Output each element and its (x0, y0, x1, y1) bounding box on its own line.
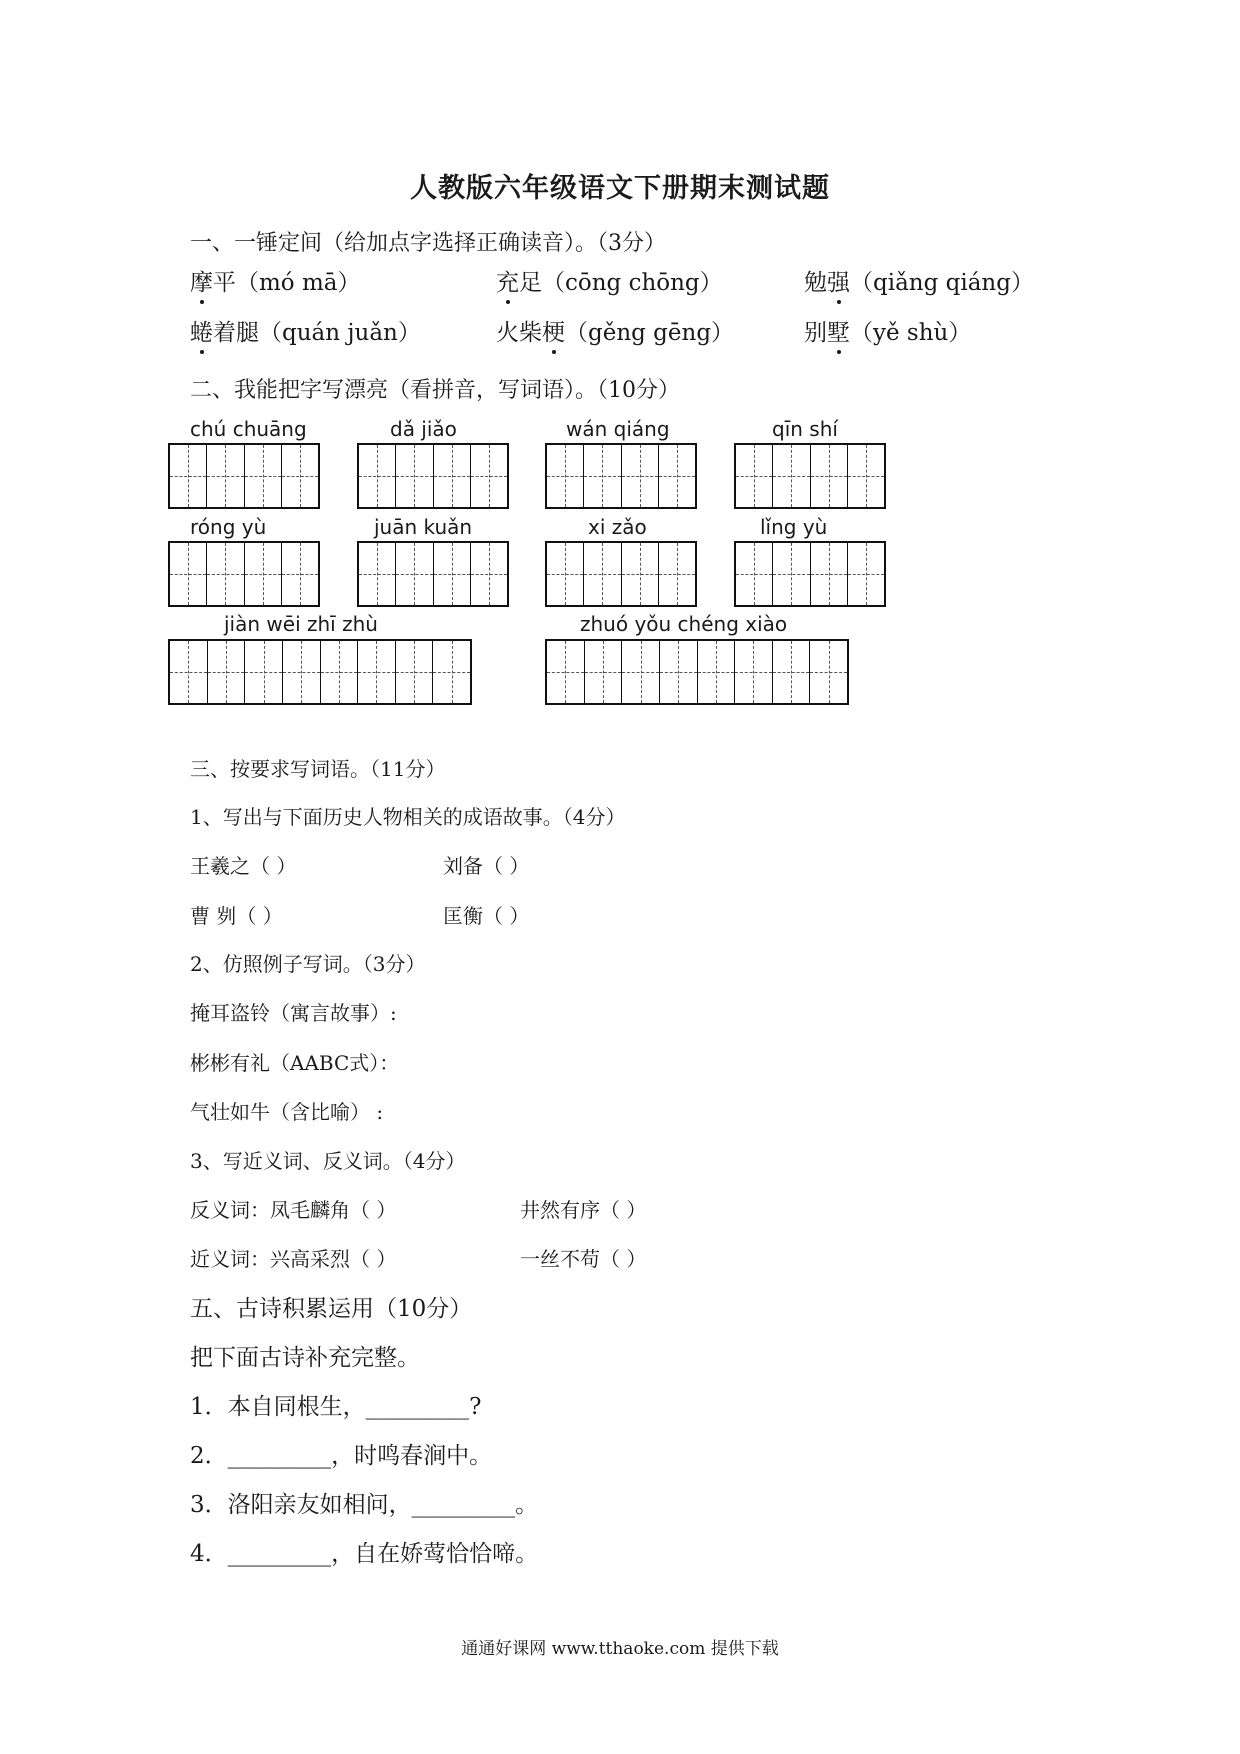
reading-item-3: 勉强（qiǎng qiáng） (804, 264, 1034, 297)
reading-item-4: 蜷着腿（quán juǎn） (190, 314, 421, 347)
writing-grid[interactable] (734, 443, 886, 509)
reading-item-1: 摩平（mó mā） (190, 264, 361, 297)
pinyin-label: xi zǎo (588, 515, 647, 539)
pinyin-label: róng yù (190, 515, 267, 539)
section-5-heading: 五、古诗积累运用（10分） (190, 1296, 473, 1322)
pinyin-label: dǎ jiǎo (390, 417, 457, 441)
section-1-heading: 一、一锤定间（给加点字选择正确读音）。（3分） (190, 231, 666, 256)
section-2-heading: 二、我能把字写漂亮（看拼音，写词语）。（10分） (190, 378, 680, 403)
pinyin-label: lǐng yù (760, 515, 828, 539)
synonym-blank: 近义词：兴高采烈（ ） (190, 1247, 397, 1271)
antonym-blank: 反义词：凤毛麟角（ ） (190, 1198, 397, 1222)
pinyin-label: juān kuǎn (374, 515, 473, 539)
poem-intro: 把下面古诗补充完整。 (190, 1345, 420, 1371)
writing-grid[interactable] (545, 443, 697, 509)
example-line: 气壮如牛（含比喻） : (190, 1100, 384, 1124)
poem-line: 2．_________，时鸣春涧中。 (190, 1443, 493, 1469)
question-1: 1、写出与下面历史人物相关的成语故事。（4分） (190, 805, 626, 829)
poem-line: 3．洛阳亲友如相问，_________。 (190, 1492, 539, 1518)
writing-grid-long[interactable] (168, 639, 472, 705)
person-blank: 曹 刿（ ） (190, 904, 283, 928)
example-line: 彬彬有礼（AABC式）： (190, 1051, 400, 1075)
person-blank: 匡衡（ ） (443, 904, 530, 928)
person-blank: 王羲之（ ） (190, 854, 297, 878)
writing-grid[interactable] (168, 541, 320, 607)
question-2: 2、仿照例子写词。（3分） (190, 952, 426, 976)
footer: 通通好课网 www.tthaoke.com 提供下载 (461, 1639, 779, 1659)
writing-grid-long[interactable] (545, 639, 849, 705)
poem-line: 4．_________，自在娇莺恰恰啼。 (190, 1541, 539, 1567)
pinyin-label: zhuó yǒu chéng xiào (580, 612, 788, 636)
pinyin-label: chú chuāng (190, 417, 307, 441)
writing-grid[interactable] (168, 443, 320, 509)
page-title: 人教版六年级语文下册期末测试题 (410, 173, 830, 204)
writing-grid[interactable] (357, 541, 509, 607)
reading-item-6: 别墅（yě shù） (804, 314, 971, 347)
pinyin-label: qīn shí (772, 417, 838, 441)
writing-grid[interactable] (734, 541, 886, 607)
synonym-blank: 一丝不苟（ ） (520, 1247, 647, 1271)
writing-grid[interactable] (545, 541, 697, 607)
poem-line: 1．本自同根生，_________? (190, 1394, 482, 1420)
example-line: 掩耳盗铃（寓言故事）: (190, 1001, 397, 1025)
reading-item-5: 火柴梗（gěng gēng） (496, 314, 734, 347)
pinyin-label: wán qiáng (566, 417, 670, 441)
question-3: 3、写近义词、反义词。（4分） (190, 1149, 466, 1173)
antonym-blank: 井然有序（ ） (520, 1198, 647, 1222)
pinyin-label: jiàn wēi zhī zhù (224, 612, 378, 636)
section-3-heading: 三、按要求写词语。（11分） (190, 757, 446, 781)
reading-item-2: 充足（cōng chōng） (496, 264, 723, 297)
writing-grid[interactable] (357, 443, 509, 509)
person-blank: 刘备（ ） (443, 854, 530, 878)
